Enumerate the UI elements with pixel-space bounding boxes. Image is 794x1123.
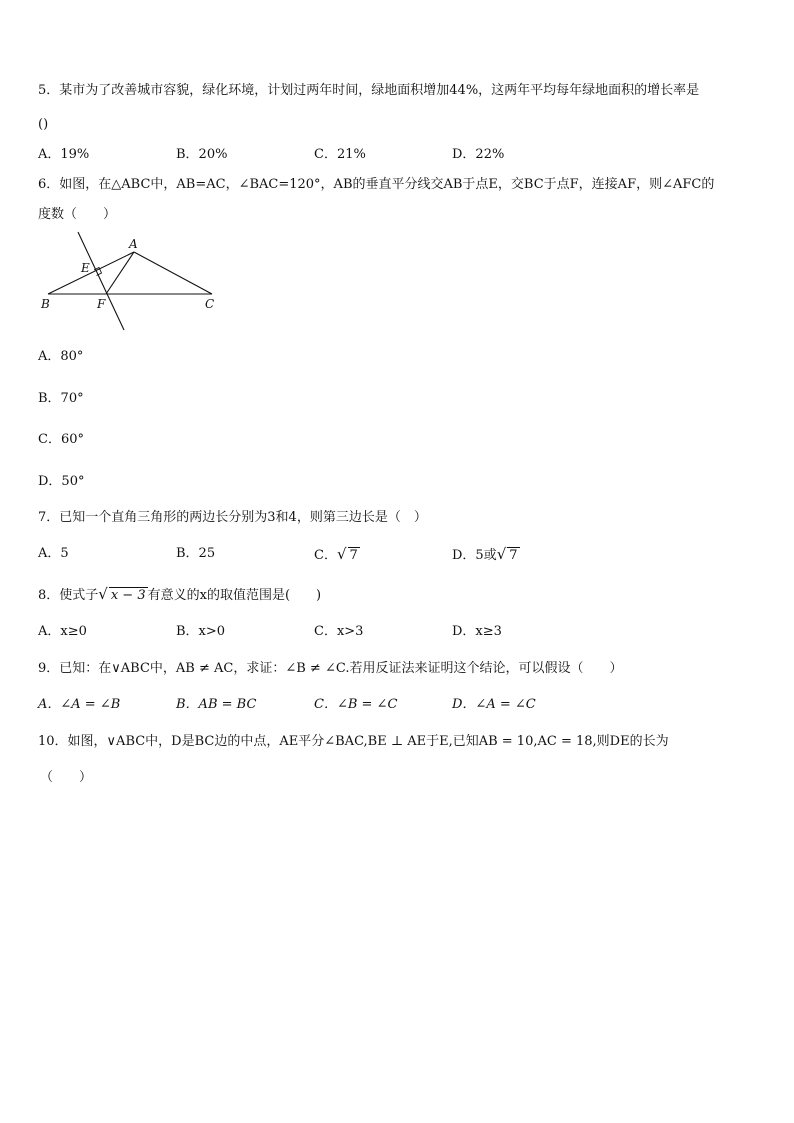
q6-triangle-figure	[36, 228, 226, 338]
q9-option-b: B．AB = BC	[176, 697, 257, 712]
q6-option-a: A．80°	[38, 349, 84, 364]
q5-option-b: B．20%	[176, 147, 228, 162]
label-f: F	[97, 297, 106, 311]
q6-stem-line2: 度数（ ）	[38, 207, 117, 222]
q5-stem: 5．某市为了改善城市容貌，绿化环境，计划过两年时间，绿地面积增加44%，这两年平均每年绿地面积的增长率是	[38, 83, 700, 98]
q7-option-d-radicand: 7	[509, 548, 518, 563]
q8-stem	[38, 585, 321, 605]
q9-option-a: A．∠A = ∠B	[38, 697, 121, 712]
q10-stem: 10．如图，∨ABC中，D是BC边的中点，AE平分∠BAC,BE ⊥ AE于E,已知AB = 10,AC = 18,则DE的长为	[38, 734, 669, 749]
q6-option-c: C．60°	[38, 432, 84, 447]
q5-option-d: D．22%	[452, 147, 505, 162]
q7-option-d-prefix: D．5或	[452, 548, 497, 563]
q5-option-a: A．19%	[38, 147, 90, 162]
label-e: E	[81, 261, 90, 275]
q7-option-a: A．5	[38, 546, 69, 561]
q8-option-d: D．x≥3	[452, 624, 502, 639]
segment-ac	[134, 252, 212, 294]
q6-stem-line1: 6．如图，在△ABC中，AB=AC，∠BAC=120°，AB的垂直平分线交AB于点E，交BC于点F，连接AF，则∠AFC的	[38, 177, 715, 192]
q9-option-c: C．∠B = ∠C	[314, 697, 398, 712]
q9-option-d: D．∠A = ∠C	[452, 697, 536, 712]
q8-stem-after: 有意义的x的取值范围是( )	[147, 588, 322, 603]
label-b: B	[41, 297, 50, 311]
q8-option-b: B．x>0	[176, 624, 226, 639]
sqrt-sign: √	[336, 545, 347, 563]
q8-option-a: A．x≥0	[38, 624, 87, 639]
q7-option-d	[452, 545, 520, 565]
q8-option-c: C．x>3	[314, 624, 364, 639]
label-c: C	[205, 297, 215, 311]
sqrt-sign: √	[98, 585, 108, 603]
q10-blank: （ ）	[40, 770, 93, 785]
q8-stem-before: 8．使式子	[38, 588, 99, 603]
q7-option-b: B．25	[176, 546, 216, 561]
perpendicular-bisector	[78, 232, 124, 330]
q9-stem: 9．已知：在∨ABC中，AB ≠ AC，求证：∠B ≠ ∠C.若用反证法来证明这个结论，可以假设（ ）	[38, 661, 623, 676]
q7-option-c	[314, 545, 360, 565]
sqrt-sign: √	[496, 545, 507, 563]
q7-option-c-radicand: 7	[349, 548, 358, 563]
q5-option-c: C．21%	[314, 147, 366, 162]
q6-option-d: D．50°	[38, 474, 85, 489]
q5-blank: ()	[38, 117, 49, 132]
q8-radicand: x − 3	[110, 588, 146, 603]
q6-option-b: B．70°	[38, 391, 84, 406]
label-a: A	[129, 237, 138, 251]
segment-ab	[48, 252, 134, 294]
q7-stem: 7．已知一个直角三角形的两边长分别为3和4，则第三边长是（ ）	[38, 510, 427, 525]
q7-option-c-prefix: C．	[314, 548, 337, 563]
